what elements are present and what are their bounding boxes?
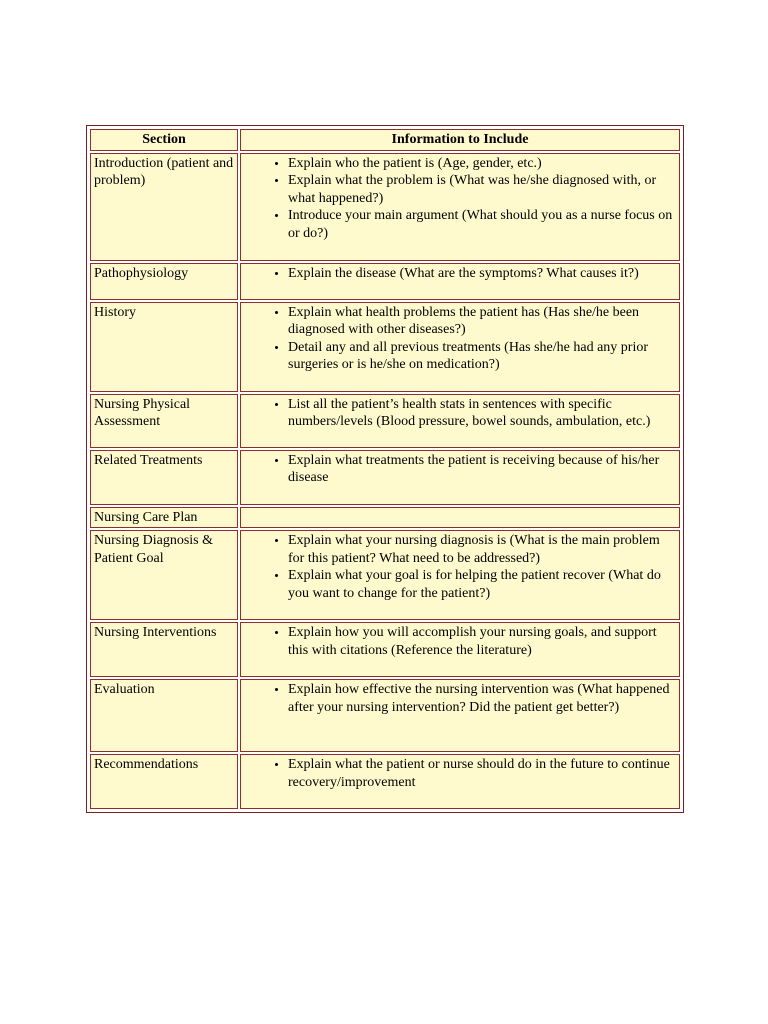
info-list (244, 532, 676, 602)
info-cell (240, 153, 680, 261)
table-row (90, 530, 680, 620)
info-cell (240, 302, 680, 392)
table-row (90, 450, 680, 505)
table-row (90, 507, 680, 529)
info-cell (240, 263, 680, 300)
section-guide-table (88, 127, 682, 811)
info-cell (240, 754, 680, 809)
info-cell (240, 394, 680, 448)
info-cell (240, 530, 680, 620)
list-item: • Explain what the problem is (What was he/she diagnosed with, or what happened?) (288, 172, 676, 207)
info-cell (240, 622, 680, 677)
section-cell: Nursing Interventions (90, 622, 238, 677)
table-row (90, 263, 680, 300)
list-item: • Explain what treatments the patient is receiving because of his/her disease (288, 452, 676, 487)
section-cell: History (90, 302, 238, 392)
table-row (90, 153, 680, 261)
section-cell: Pathophysiology (90, 263, 238, 300)
section-cell: Nursing Diagnosis & Patient Goal (90, 530, 238, 620)
header-information: Information to Include (240, 129, 680, 151)
list-item: • Explain what health problems the patient has (Has she/he been diagnosed with other diseases?) (288, 304, 676, 339)
table-row (90, 679, 680, 752)
list-item: • Explain how you will accomplish your nursing goals, and support this with citations (Reference the literature) (288, 624, 676, 659)
list-item: • Detail any and all previous treatments (Has she/he had any prior surgeries or is he/she on medication?) (288, 339, 676, 374)
section-cell: Introduction (patient and problem) (90, 153, 238, 261)
table-row (90, 754, 680, 809)
section-guide-table-frame (86, 125, 684, 813)
info-list (244, 681, 676, 716)
list-item: • List all the patient’s health stats in sentences with specific numbers/levels (Blood pressure, bowel sounds, ambulation, etc.) (288, 396, 676, 431)
info-list (244, 155, 676, 243)
section-cell: Evaluation (90, 679, 238, 752)
info-cell (240, 450, 680, 505)
info-list (244, 304, 676, 374)
info-list (244, 452, 676, 487)
info-cell (240, 679, 680, 752)
info-cell-empty (240, 507, 680, 529)
list-item: • Explain what your nursing diagnosis is (What is the main problem for this patient? What need to be addressed?) (288, 532, 676, 567)
info-list (244, 265, 676, 283)
table-header-row (90, 129, 680, 151)
list-item: • Explain how effective the nursing intervention was (What happened after your nursing intervention? Did the patient get better?) (288, 681, 676, 716)
table-row (90, 622, 680, 677)
list-item: • Explain who the patient is (Age, gender, etc.) (288, 155, 676, 173)
list-item: • Explain what your goal is for helping the patient recover (What do you want to change for the patient?) (288, 567, 676, 602)
section-cell: Nursing Care Plan (90, 507, 238, 529)
section-cell: Nursing Physical Assessment (90, 394, 238, 448)
list-item: • Explain what the patient or nurse should do in the future to continue recovery/improvement (288, 756, 676, 791)
list-item: • Introduce your main argument (What should you as a nurse focus on or do?) (288, 207, 676, 242)
section-cell: Recommendations (90, 754, 238, 809)
section-cell: Related Treatments (90, 450, 238, 505)
list-item: • Explain the disease (What are the symptoms? What causes it?) (288, 265, 676, 283)
header-section: Section (90, 129, 238, 151)
info-list (244, 756, 676, 791)
info-list (244, 396, 676, 431)
info-list (244, 624, 676, 659)
table-row (90, 302, 680, 392)
table-row (90, 394, 680, 448)
